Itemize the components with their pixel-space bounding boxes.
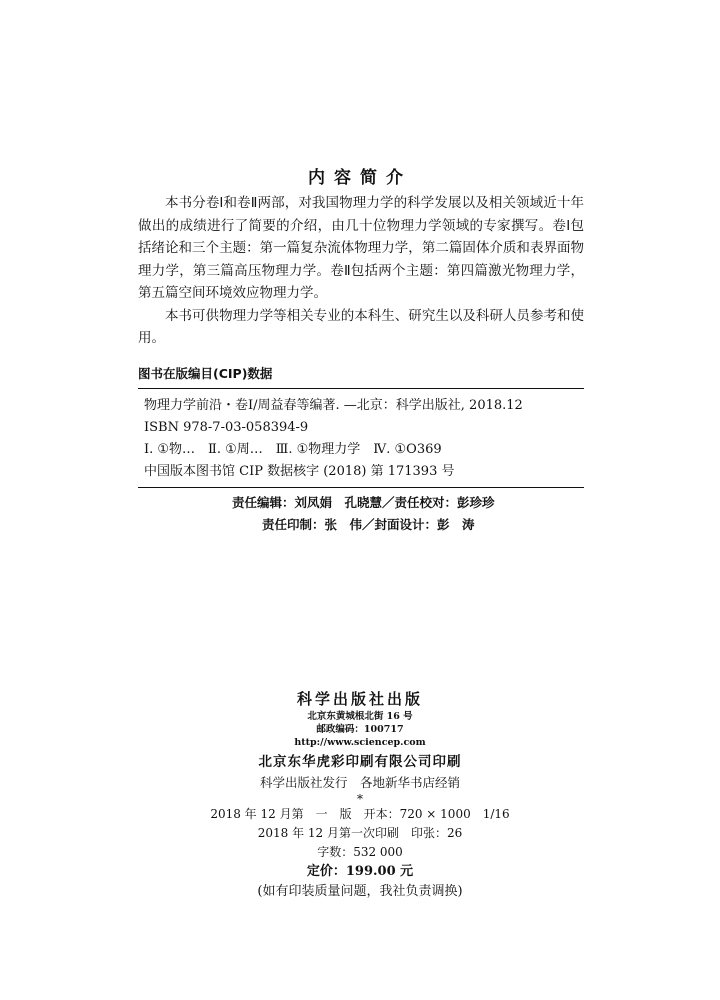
summary-paragraph: 本书可供物理力学等相关专业的本科生、研究生以及科研人员参考和使用。: [138, 307, 584, 346]
editors-line-2: 责任印制：张 伟／封面设计：彭 涛: [262, 517, 475, 532]
cip-line-title: 物理力学前沿・卷Ⅰ/周益春等编著. —北京：科学出版社, 2018.12: [144, 398, 523, 413]
price-line: 定价：199.00 元: [306, 864, 414, 879]
cip-line-record: 中国版本图书馆 CIP 数据核字 (2018) 第 171393 号: [144, 464, 455, 479]
publisher-address: 北京东黄城根北街 16 号: [307, 711, 413, 722]
editors-line-1: 责任编辑：刘凤娟 孔晓慧／责任校对：彭珍珍: [232, 495, 495, 510]
cip-line-classification: Ⅰ. ①物… Ⅱ. ①周… Ⅲ. ①物理力学 Ⅳ. ①O369: [144, 442, 442, 457]
publisher-name: 科学出版社出版: [296, 690, 423, 708]
page-title: 内容简介: [308, 168, 412, 188]
separator-star: *: [357, 792, 363, 806]
quality-note: (如有印装质量问题，我社负责调换): [257, 884, 463, 899]
summary-section: [138, 192, 584, 350]
cip-lines: [138, 389, 584, 488]
publisher-postcode: 邮政编码：100717: [316, 724, 404, 735]
printer-name: 北京东华虎彩印刷有限公司印刷: [258, 754, 462, 770]
wordcount-line: 字数：532 000: [317, 845, 403, 859]
cip-block: [138, 364, 584, 488]
publisher-url: http://www.sciencep.com: [294, 737, 426, 748]
summary-paragraph: 本书分卷Ⅰ和卷Ⅱ两部，对我国物理力学的科学发展以及相关领域近十年做出的成绩进行了简要的介绍，由几十位物理力学领域的专家撰写。卷Ⅰ包括绪论和三个主题：第一篇复杂流体物理力学，第二篇固体介质和表界面物理力学，第三篇高压物理力学。卷Ⅱ包括两个主题：第四篇激光物理力学，第五篇空间环境效应物理力学。: [138, 195, 584, 301]
cip-line-isbn: ISBN 978-7-03-058394-9: [144, 420, 309, 435]
publisher-block: [0, 688, 720, 902]
printing-line: 2018 年 12 月第一次印刷 印张：26: [257, 826, 463, 840]
distribution-line: 科学出版社发行 各地新华书店经销: [259, 775, 460, 790]
edition-line: 2018 年 12 月第 一 版 开本：720 × 1000 1/16: [210, 807, 510, 821]
cip-heading: 图书在版编目(CIP)数据: [138, 364, 584, 389]
